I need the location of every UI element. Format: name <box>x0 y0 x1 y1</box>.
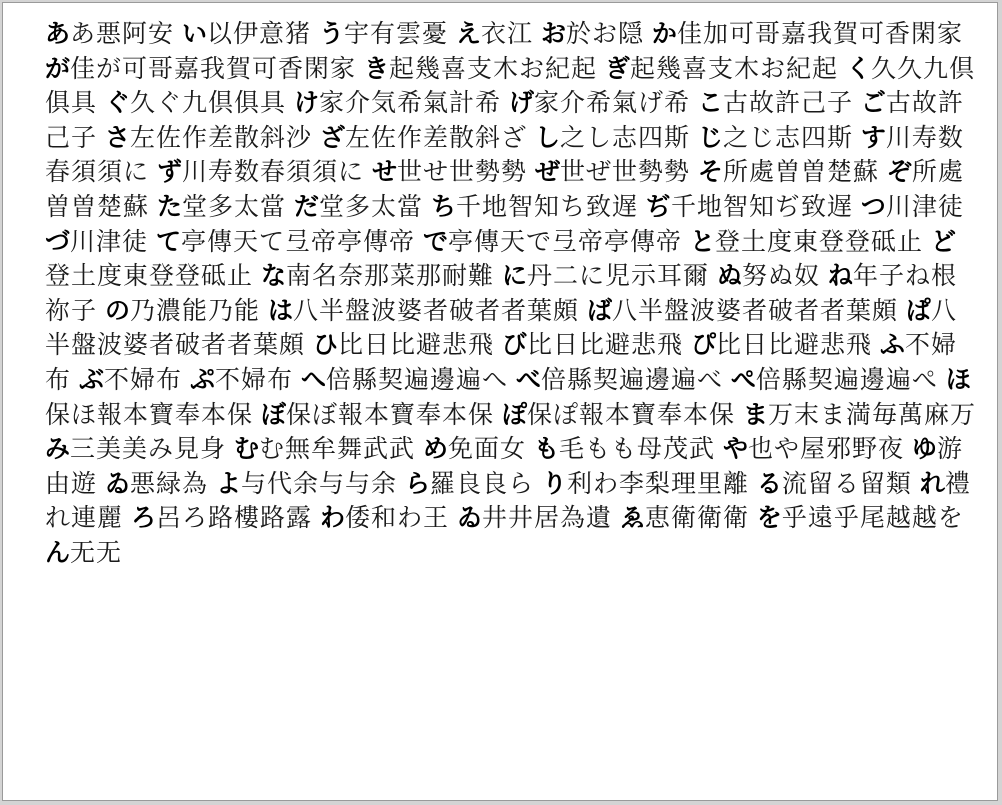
kana-variants: 於お隠 <box>565 19 644 48</box>
kana-variants: 万末ま満毎萬麻万 <box>767 399 976 429</box>
kana-variants: 八半盤波婆者破者者葉頗 <box>611 295 898 325</box>
kana-variants: 起幾喜支木お紀起 <box>389 53 598 83</box>
kana-variants: 倍縣契遍邊遍べ <box>540 364 723 394</box>
kana-variants: 倍縣契遍邊遍へ <box>325 364 508 394</box>
kana-entry <box>502 400 735 429</box>
kana-head: ぜ <box>534 157 560 187</box>
kana-entry <box>646 192 853 221</box>
kana-entry <box>456 19 533 48</box>
kana-variants: 努ぬ奴 <box>741 261 820 291</box>
kana-entry <box>157 157 364 186</box>
kana-entry <box>717 261 820 290</box>
kana-entry <box>268 296 579 325</box>
kana-head: ゆ <box>911 434 937 464</box>
kana-head: め <box>422 434 448 464</box>
kana-entry <box>743 400 976 429</box>
kana-head: く <box>845 53 871 83</box>
kana-variants: 三美美み見身 <box>70 434 227 464</box>
kana-entry <box>502 261 709 290</box>
kana-head: ゐ <box>104 468 130 498</box>
kana-variants: 年子ね根祢子 <box>45 261 957 325</box>
kana-head: お <box>540 19 566 48</box>
kana-variants: 登土度東登登砥止 <box>45 261 254 291</box>
kana-variants: 之じ志四斯 <box>722 122 853 152</box>
kana-head: ろ <box>130 503 156 533</box>
kana-variants: 南名奈那菜那耐難 <box>285 261 494 291</box>
kana-head: ほ <box>945 364 971 394</box>
kana-entry <box>587 296 898 325</box>
kana-head: さ <box>104 122 130 152</box>
kana-variants: 左佐作差散斜ざ <box>344 122 527 152</box>
kana-entry <box>45 54 356 83</box>
kana-variants: 川寿数春須須に <box>45 122 964 187</box>
kana-head: を <box>756 503 782 533</box>
kana-variants: 乎遠乎尾越越を <box>781 503 964 533</box>
kana-variants: 家介気希氣計希 <box>318 88 501 118</box>
kana-entry <box>534 434 715 463</box>
kana-head: ぺ <box>730 364 756 394</box>
kana-head: に <box>501 261 527 291</box>
kana-head: げ <box>508 88 534 118</box>
kana-variants: 呂ろ路樓路露 <box>155 503 312 533</box>
kana-variants: 丹二に児示耳爾 <box>526 261 709 291</box>
kana-entry <box>319 19 448 48</box>
kana-head: は <box>267 295 293 325</box>
kana-variants: 恵衛衛衛 <box>644 503 749 533</box>
kana-entry <box>502 330 683 359</box>
kana-variants: 无无 <box>70 537 123 567</box>
kana-head: ん <box>45 537 71 567</box>
kana-entry <box>45 19 174 48</box>
kana-head: ぐ <box>104 88 130 118</box>
kana-head: べ <box>515 364 541 394</box>
kana-variants: 亭傳天で弖帝亭傳帝 <box>447 226 682 256</box>
kana-entry <box>652 19 963 48</box>
kana-variants: 登土度東登登砥止 <box>714 226 923 256</box>
kana-head: が <box>45 53 71 83</box>
kana-variants: 左佐作差散斜沙 <box>129 122 312 152</box>
kana-entry <box>157 192 286 221</box>
kana-variants: 井井居為遺 <box>481 503 612 533</box>
kana-variants: 与代余与与余 <box>240 468 397 498</box>
kana-variants: 所處曽曽楚蘇 <box>45 157 964 221</box>
kana-head: な <box>260 261 286 291</box>
kana-variants: 利わ李梨理里離 <box>566 468 749 498</box>
kana-entry <box>757 503 964 532</box>
kana-head: と <box>689 226 715 256</box>
kana-head: ぞ <box>886 157 912 187</box>
kana-head: ふ <box>879 330 905 360</box>
kana-entry <box>156 227 415 256</box>
kana-head: そ <box>697 157 723 187</box>
kana-variants: 古故許己子 <box>722 88 853 118</box>
kana-head: ぴ <box>690 330 716 360</box>
kana-entry <box>698 157 879 186</box>
kana-head: づ <box>45 226 71 256</box>
kana-head: ぼ <box>260 399 286 429</box>
kana-variants: 流留る留類 <box>781 468 912 498</box>
kana-entry <box>516 365 723 394</box>
kana-entry <box>105 88 286 117</box>
kana-variants: 免面女 <box>447 434 526 464</box>
kana-head: し <box>534 122 560 152</box>
kana-variants: 倭和わ王 <box>344 503 449 533</box>
kana-variants: 宇有雲憂 <box>343 19 448 48</box>
kana-head: た <box>156 191 182 221</box>
kana-entry <box>723 434 904 463</box>
kana-head: え <box>455 19 481 48</box>
kana-variants: 佳が可哥嘉我賀可香閑家 <box>70 53 357 83</box>
kana-entry <box>301 365 508 394</box>
kana-head: む <box>233 434 259 464</box>
kana-head: ゐ <box>456 503 482 533</box>
kana-entry <box>541 19 644 48</box>
kana-head: ぷ <box>189 364 215 394</box>
kana-variants: 亭傳天て弖帝亭傳帝 <box>181 226 416 256</box>
kana-head: き <box>363 53 389 83</box>
kana-head: で <box>422 226 448 256</box>
kana-entry <box>861 192 964 221</box>
kana-entry <box>405 469 534 498</box>
kana-head: ひ <box>312 330 338 360</box>
kana-head: つ <box>860 191 886 221</box>
kana-head: す <box>860 122 886 152</box>
kana-entry <box>313 330 494 359</box>
kana-entry <box>105 123 312 152</box>
kana-entry <box>105 469 208 498</box>
kana-variants: 比日比避悲飛 <box>526 330 683 360</box>
kana-head: か <box>651 19 677 48</box>
kana-variants: 不婦布 <box>45 330 957 394</box>
kana-entry <box>320 503 449 532</box>
kana-entry <box>423 434 526 463</box>
kana-head: り <box>541 468 567 498</box>
kana-variants: 佳加可哥嘉我賀可香閑家 <box>676 19 963 48</box>
kana-head: て <box>155 226 181 256</box>
kana-head: ど <box>930 226 956 256</box>
kana-variants: 八半盤波婆者破者者葉頗 <box>45 295 957 360</box>
kana-head: あ <box>45 19 71 48</box>
kana-variants: 保ぽ報本寶奉本保 <box>526 399 735 429</box>
kana-variants: あ悪阿安 <box>70 19 175 48</box>
kana-head: ぢ <box>645 191 671 221</box>
kana-entry <box>757 469 912 498</box>
kana-entry <box>605 54 838 83</box>
kana-variants: む無牟舞武武 <box>259 434 416 464</box>
kana-variants: 起幾喜支木お紀起 <box>629 53 838 83</box>
kana-entry <box>731 365 938 394</box>
kana-head: ら <box>404 468 430 498</box>
kana-variants: 衣江 <box>480 19 533 48</box>
kana-entry <box>261 261 494 290</box>
kana-variants: 家介希氣げ希 <box>533 88 690 118</box>
kana-head: ち <box>430 191 456 221</box>
kana-entry <box>364 54 597 83</box>
kana-head: い <box>181 19 207 48</box>
kana-head: ぶ <box>78 364 104 394</box>
kana-variants: 所處曽曽楚蘇 <box>722 157 879 187</box>
kana-entry <box>535 157 690 186</box>
kana-variants: 比日比避悲飛 <box>337 330 494 360</box>
kana-head: よ <box>215 468 241 498</box>
kana-head: じ <box>697 122 723 152</box>
kana-variants: 川寿数春須須に <box>181 157 364 187</box>
kana-entry <box>45 434 226 463</box>
kana-entry <box>320 123 527 152</box>
kana-variants: 世せ世勢勢 <box>396 157 527 187</box>
kana-variants: 川津徒 <box>70 226 149 256</box>
kana-variants: 羅良良ら <box>429 468 534 498</box>
kana-variants: 毛もも母茂武 <box>558 434 715 464</box>
kana-entry <box>234 434 415 463</box>
kana-variant-list <box>45 17 977 571</box>
kana-head: み <box>45 434 71 464</box>
kana-head: ぱ <box>905 295 931 325</box>
kana-entry <box>423 227 682 256</box>
kana-head: ま <box>742 399 768 429</box>
kana-variants: 久久九倶俱具 <box>45 53 975 118</box>
kana-entry <box>535 123 690 152</box>
kana-head: う <box>318 19 344 48</box>
kana-variants: 不婦布 <box>103 364 182 394</box>
kana-head: ざ <box>319 122 345 152</box>
kana-entry <box>105 296 260 325</box>
kana-variants: 也や屋邪野夜 <box>747 434 904 464</box>
kana-entry <box>216 469 397 498</box>
kana-head: ぎ <box>604 53 630 83</box>
kana-head: ぬ <box>716 261 742 291</box>
reference-sheet <box>2 2 998 801</box>
kana-variants: 川津徒 <box>885 191 964 221</box>
kana-head: び <box>501 330 527 360</box>
kana-head: の <box>104 295 130 325</box>
kana-entry <box>182 19 311 48</box>
kana-head: わ <box>319 503 345 533</box>
kana-head: だ <box>293 191 319 221</box>
kana-entry <box>431 192 638 221</box>
kana-entry <box>131 503 312 532</box>
kana-variants: 悪緑為 <box>129 468 208 498</box>
kana-head: ゑ <box>619 503 645 533</box>
kana-variants: 保ほ報本寶奉本保 <box>45 399 254 429</box>
kana-variants: 堂多太當 <box>318 191 423 221</box>
kana-head: せ <box>371 157 397 187</box>
kana-entry <box>45 538 122 567</box>
kana-head: け <box>293 88 319 118</box>
kana-head: ご <box>860 88 886 118</box>
kana-entry <box>294 192 423 221</box>
kana-entry <box>691 330 872 359</box>
kana-entry <box>294 88 501 117</box>
kana-head: ね <box>827 261 853 291</box>
kana-variants: 之し志四斯 <box>559 122 690 152</box>
kana-head: ば <box>586 295 612 325</box>
kana-variants: 乃濃能乃能 <box>129 295 260 325</box>
kana-variants: 古故許己子 <box>45 88 964 152</box>
kana-head: へ <box>300 364 326 394</box>
kana-entry <box>261 400 494 429</box>
kana-variants: 八半盤波婆者破者者葉頗 <box>292 295 579 325</box>
kana-head: こ <box>697 88 723 118</box>
kana-head: や <box>722 434 748 464</box>
kana-variants: 千地智知ち致遅 <box>455 191 638 221</box>
kana-entry <box>509 88 690 117</box>
kana-entry <box>542 469 749 498</box>
kana-entry <box>457 503 612 532</box>
kana-entry <box>190 365 293 394</box>
kana-entry <box>690 227 923 256</box>
kana-variants: 倍縣契遍邊遍ぺ <box>755 364 938 394</box>
kana-entry <box>45 227 148 256</box>
kana-entry <box>698 88 853 117</box>
kana-variants: 以伊意猪 <box>207 19 312 48</box>
kana-variants: 游由遊 <box>45 434 963 498</box>
kana-entry <box>79 365 182 394</box>
kana-head: も <box>533 434 559 464</box>
kana-head: る <box>756 468 782 498</box>
kana-variants: 保ぼ報本寶奉本保 <box>285 399 494 429</box>
kana-entry <box>620 503 749 532</box>
kana-variants: 比日比避悲飛 <box>715 330 872 360</box>
kana-entry <box>372 157 527 186</box>
kana-head: れ <box>919 468 945 498</box>
kana-variants: 千地智知ぢ致遅 <box>670 191 853 221</box>
kana-entry <box>698 123 853 152</box>
kana-head: ぽ <box>501 399 527 429</box>
kana-head: ず <box>156 157 182 187</box>
kana-variants: 不婦布 <box>214 364 293 394</box>
kana-variants: 堂多太當 <box>181 191 286 221</box>
kana-variants: 世ぜ世勢勢 <box>559 157 690 187</box>
kana-variants: 禮れ連麗 <box>45 468 971 533</box>
kana-variants: 久ぐ九倶俱具 <box>129 88 286 118</box>
